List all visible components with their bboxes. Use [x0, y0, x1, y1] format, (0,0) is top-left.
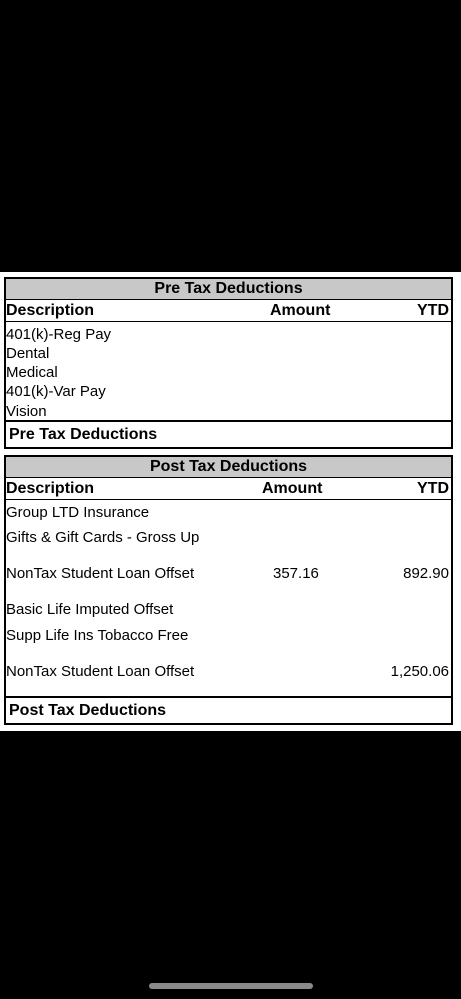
- pre-tax-header-amount: Amount: [270, 302, 331, 319]
- row-description: Group LTD Insurance: [6, 504, 150, 521]
- table-row: [6, 383, 451, 401]
- post-tax-section: [4, 455, 453, 725]
- row-description: Basic Life Imputed Offset: [6, 601, 174, 618]
- row-description: Vision: [6, 403, 47, 420]
- table-row: [6, 529, 451, 565]
- row-description: 401(k)-Var Pay: [6, 383, 106, 400]
- pre-tax-header-description: Description: [6, 302, 95, 319]
- table-row: [6, 565, 451, 601]
- post-tax-title: Post Tax Deductions: [6, 457, 451, 478]
- row-description: NonTax Student Loan Offset: [6, 565, 195, 582]
- table-row: [6, 364, 451, 382]
- pre-tax-column-headers: [6, 300, 451, 322]
- table-row: [6, 504, 451, 522]
- table-row: [6, 601, 451, 619]
- table-row: [6, 663, 451, 699]
- row-amount: 357.16: [273, 565, 319, 582]
- pre-tax-section: [4, 277, 453, 449]
- table-row: [6, 326, 451, 344]
- table-row: [6, 403, 451, 421]
- row-description: Supp Life Ins Tobacco Free: [6, 627, 189, 644]
- row-description: NonTax Student Loan Offset: [6, 663, 195, 680]
- row-description: Dental: [6, 345, 50, 362]
- row-description: 401(k)-Reg Pay: [6, 326, 112, 343]
- post-tax-footer: Post Tax Deductions: [6, 696, 451, 723]
- table-row: [6, 627, 451, 663]
- pre-tax-footer: Pre Tax Deductions: [6, 420, 451, 447]
- post-tax-header-ytd: YTD: [417, 480, 449, 497]
- home-indicator[interactable]: [149, 983, 313, 989]
- post-tax-header-amount: Amount: [262, 480, 323, 497]
- row-ytd: 892.90: [403, 565, 449, 582]
- pre-tax-title: Pre Tax Deductions: [6, 279, 451, 300]
- row-description: Medical: [6, 364, 58, 381]
- paystub-sheet: [0, 272, 461, 731]
- row-description: Gifts & Gift Cards - Gross Up: [6, 529, 200, 546]
- row-ytd: 1,250.06: [390, 663, 449, 680]
- table-row: [6, 345, 451, 363]
- post-tax-column-headers: [6, 478, 451, 500]
- pre-tax-header-ytd: YTD: [417, 302, 449, 319]
- post-tax-header-description: Description: [6, 480, 95, 497]
